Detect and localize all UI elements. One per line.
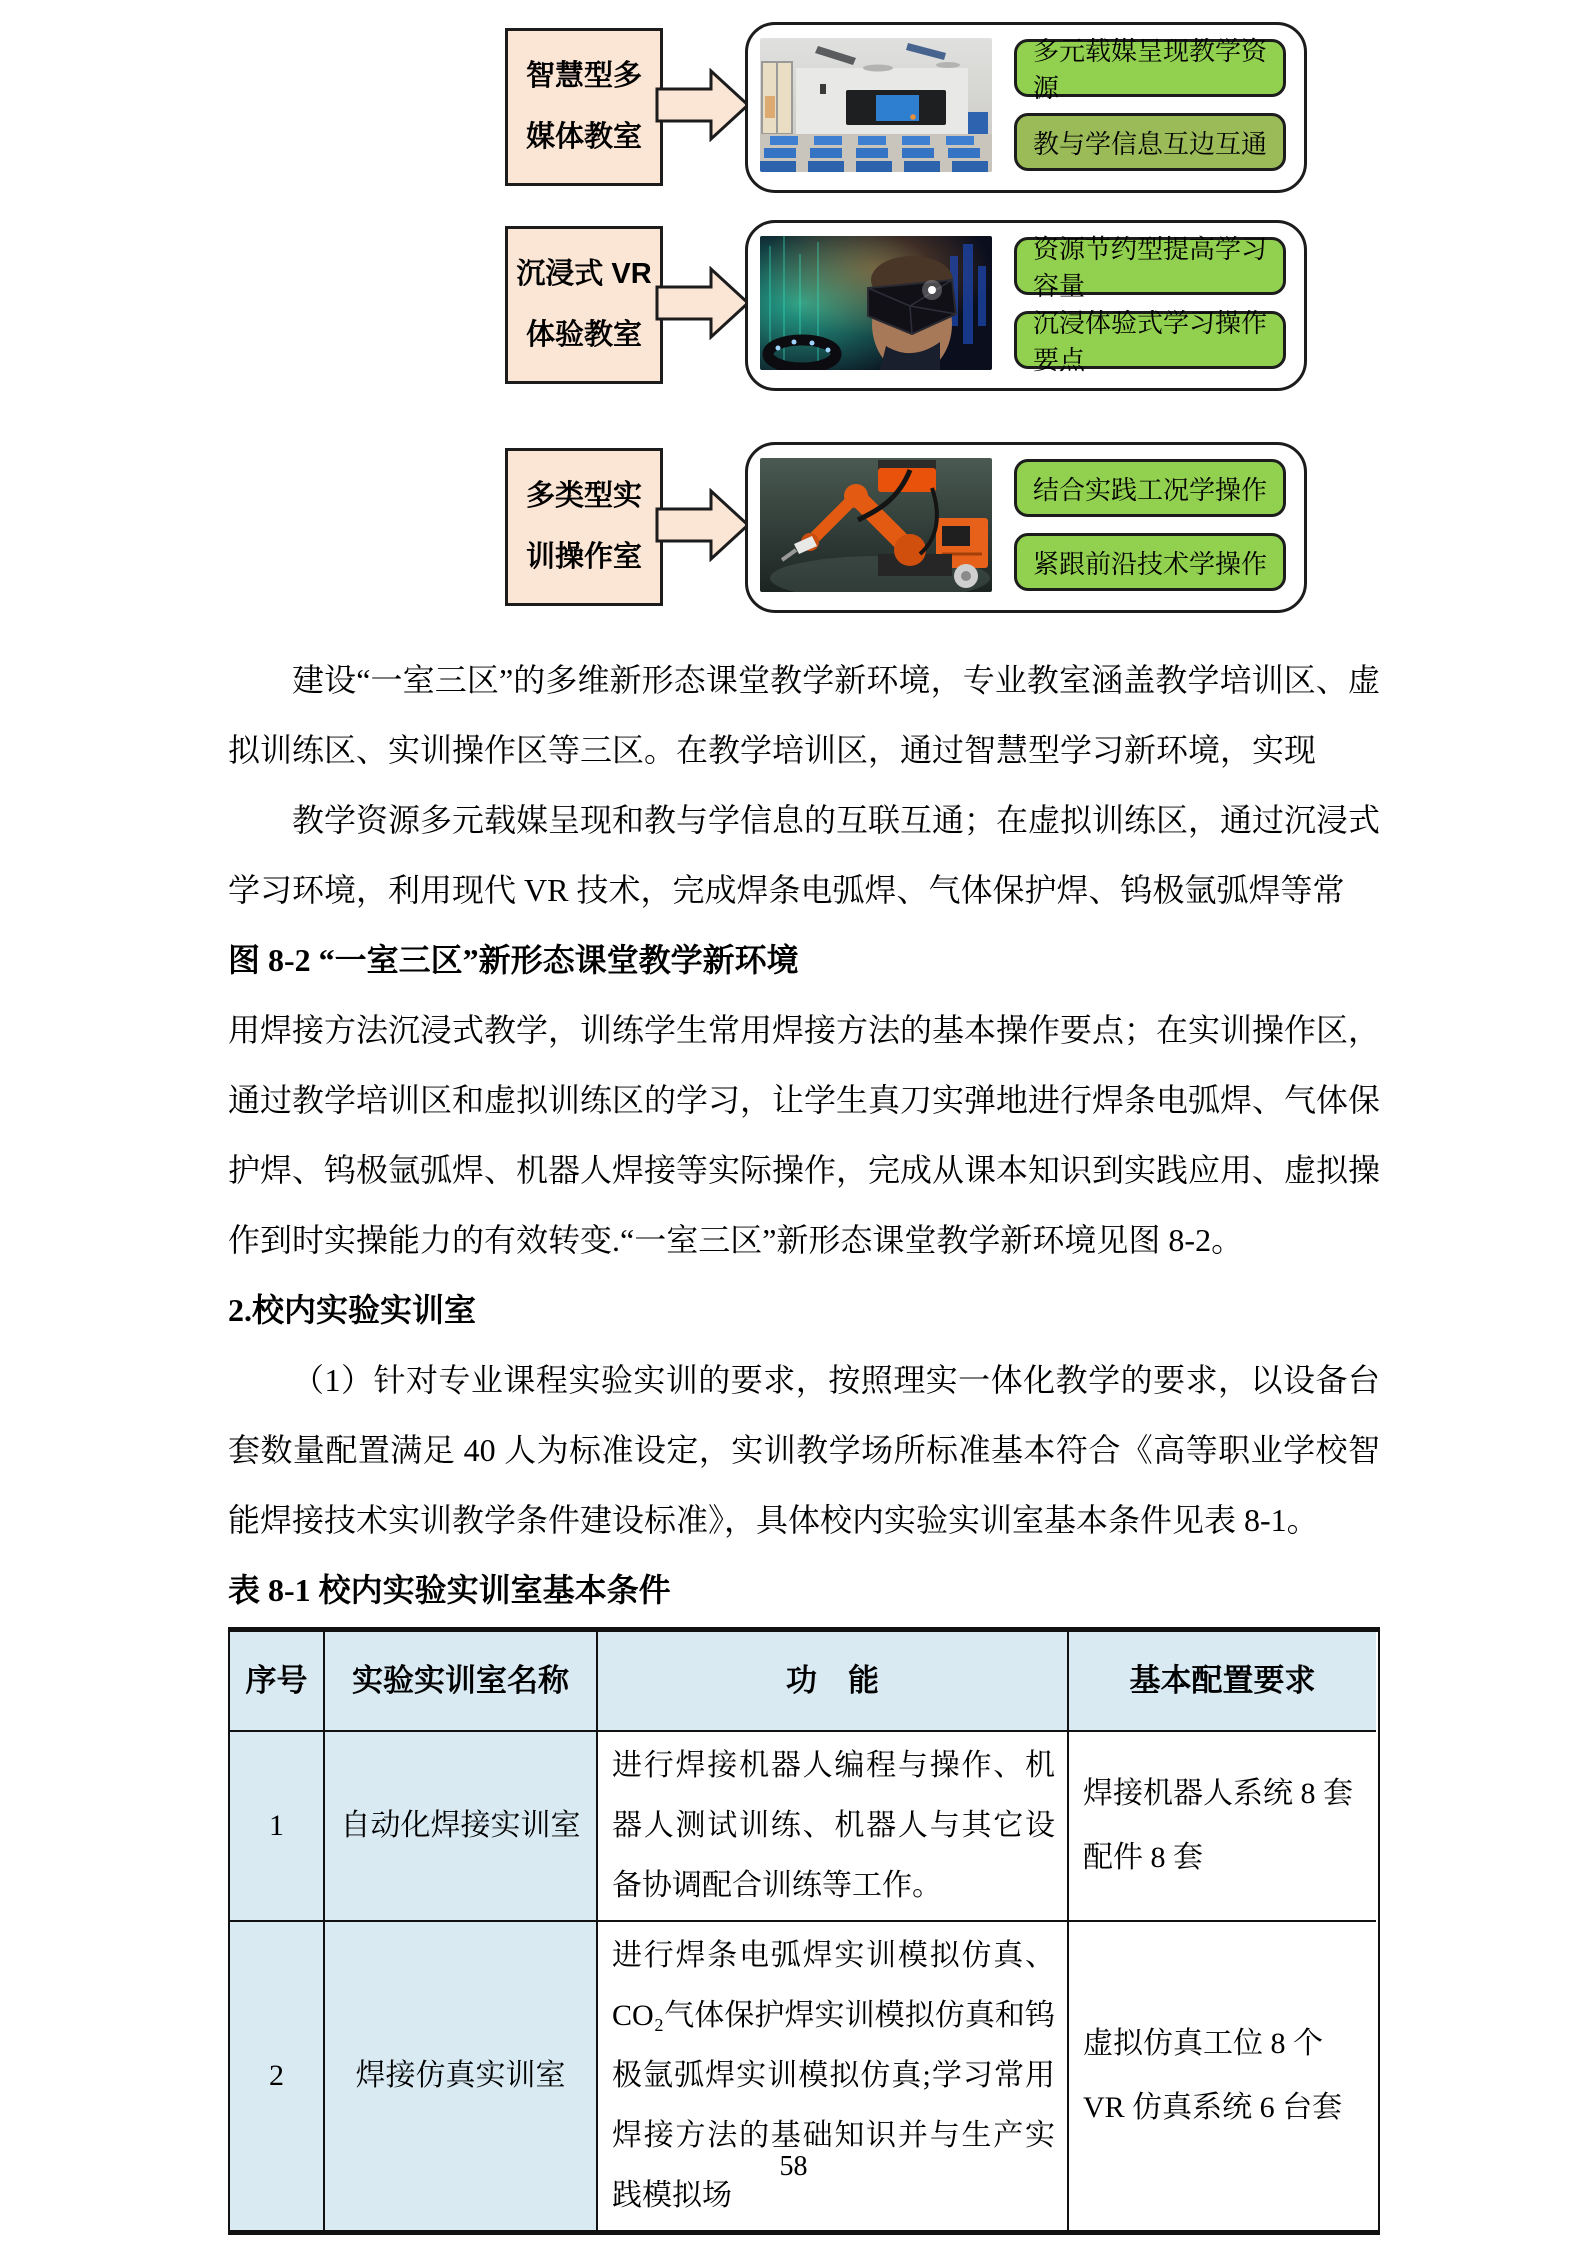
stage-label-vr <box>505 226 663 384</box>
cell-function: 进行焊接机器人编程与操作、机器人测试训练、机器人与其它设备协调配合训练等工作。 <box>598 1732 1069 1922</box>
page-number: 58 <box>779 2151 808 2182</box>
benefit-box <box>1014 308 1286 375</box>
capsule-training <box>745 442 1307 613</box>
table-caption: 表 8-1 校内实验实训室基本条件 <box>228 1572 671 1608</box>
config-line: 焊接机器人系统 8 套配件 8 套 <box>1083 1777 1353 1874</box>
header-cell-name: 实验实训室名称 <box>325 1632 598 1732</box>
cell-name: 焊接仿真实训室 <box>325 1922 598 2230</box>
benefit-text: 结合实践工况学操作 <box>1033 474 1268 505</box>
capsule-vr <box>745 220 1307 391</box>
figure-8-2-diagram <box>0 22 1587 632</box>
config-line: VR 仿真系统 6 台套 <box>1083 2091 1343 2124</box>
stage-label-training <box>505 448 663 606</box>
stage-label-line: 训操作室 <box>525 540 642 573</box>
classroom-photo <box>760 38 992 172</box>
paragraph: 用焊接方法沉浸式教学，训练学生常用焊接方法的基本操作要点；在实训操作区，通过教学培训区和虚拟训练区的学习，让学生真刀实弹地进行焊条电弧焊、气体保护焊、钨极氩弧焊、机器人焊接等实际操作，完成从课本知识到实践应用、虚拟操作到时实操能力的有效转变.“一室三区”新形态课堂教学新环境见图 8-2。 <box>228 1012 1381 1258</box>
welding-robot-photo <box>760 458 992 592</box>
vr-photo <box>760 236 992 370</box>
benefit-box <box>1014 36 1286 103</box>
benefit-text: 教与学信息互边互通 <box>1033 128 1268 159</box>
cell-no: 1 <box>230 1732 325 1922</box>
benefit-box <box>1014 113 1286 171</box>
figure-caption: 图 8-2 “一室三区”新形态课堂教学新环境 <box>228 942 799 978</box>
stage-label-line: 沉浸式 VR <box>516 258 652 291</box>
stage-label-line: 智慧型多 <box>525 60 642 93</box>
flow-arrow-icon <box>655 488 751 562</box>
benefit-text: 资源节约型提高学习容量 <box>1033 234 1268 301</box>
section-heading: 2.校内实验实训室 <box>228 1292 477 1328</box>
table-header-row <box>230 1632 1378 1732</box>
paragraph: （1）针对专业课程实验实训的要求，按照理实一体化教学的要求，以设备台套数量配置满足 40 人为标准设定，实训教学场所标准基本符合《高等职业学校智能焊接技术实训教学条件建设标准》，具体校内实验实训室基本条件见表 8-1。 <box>228 1362 1380 1538</box>
paragraph: 建设“一室三区”的多维新形态课堂教学新环境，专业教室涵盖教学培训区、虚拟训练区、实训操作区等三区。在教学培训区，通过智慧型学习新环境，实现 <box>228 662 1380 768</box>
benefit-box <box>1014 533 1286 591</box>
config-line: 虚拟仿真工位 8 个 <box>1083 2027 1323 2060</box>
stage-label-line: 媒体教室 <box>525 120 642 153</box>
capsule-multimedia <box>745 22 1307 193</box>
flow-arrow-icon <box>655 68 751 142</box>
table-row <box>230 1732 1378 1922</box>
stage-label-line: 多类型实 <box>525 480 642 513</box>
table-row <box>230 1922 1378 2230</box>
document-body <box>228 645 1380 2235</box>
header-cell-function: 功 能 <box>598 1632 1069 1732</box>
cell-config <box>1069 1732 1376 1922</box>
cell-config <box>1069 1922 1376 2230</box>
benefit-text: 多元载媒呈现教学资源 <box>1033 36 1268 103</box>
header-cell-no: 序号 <box>230 1632 325 1732</box>
diagram-row-training <box>505 442 1305 607</box>
diagram-row-vr <box>505 220 1305 385</box>
benefit-text: 沉浸体验式学习操作要点 <box>1033 308 1268 375</box>
cell-function: 进行焊条电弧焊实训模拟仿真、CO₂气体保护焊实训模拟仿真和钨极氩弧焊实训模拟仿真;学习常用焊接方法的基础知识并与生产实践模拟场 <box>598 1922 1069 2230</box>
stage-label-line: 体验教室 <box>525 318 642 351</box>
paragraph: 教学资源多元载媒呈现和教与学信息的互联互通；在虚拟训练区，通过沉浸式学习环境，利用现代 VR 技术，完成焊条电弧焊、气体保护焊、钨极氩弧焊等常 <box>228 802 1381 908</box>
header-cell-config: 基本配置要求 <box>1069 1632 1376 1732</box>
stage-label-multimedia <box>505 28 663 186</box>
table-8-1 <box>228 1627 1380 2235</box>
benefit-box <box>1014 234 1286 301</box>
cell-name: 自动化焊接实训室 <box>325 1732 598 1922</box>
flow-arrow-icon <box>655 266 751 340</box>
diagram-row-multimedia <box>505 22 1305 187</box>
cell-no: 2 <box>230 1922 325 2230</box>
benefit-box <box>1014 459 1286 517</box>
benefit-text: 紧跟前沿技术学操作 <box>1033 548 1268 579</box>
